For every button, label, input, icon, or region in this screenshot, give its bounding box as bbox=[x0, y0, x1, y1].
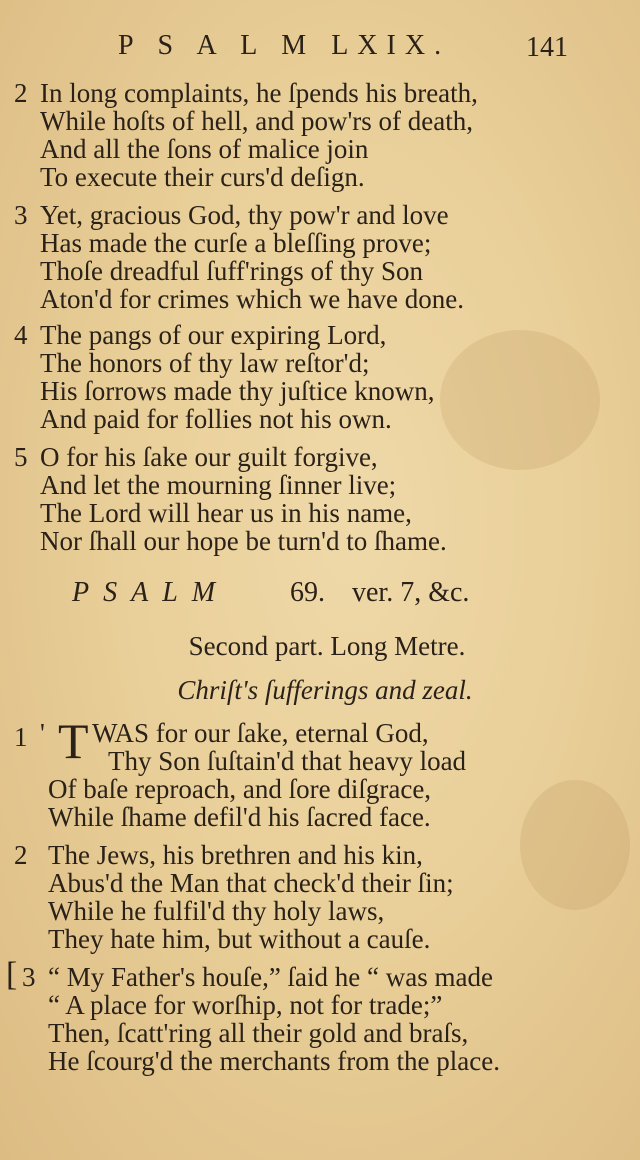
verse-line: They hate him, but without a cauſe. bbox=[48, 924, 431, 954]
verse-line: “ My Father's houſe,” ſaid he “ was made bbox=[48, 962, 493, 992]
verse-line: And paid for follies not his own. bbox=[40, 404, 392, 434]
stanza-number: 2 bbox=[14, 78, 28, 108]
stanza-number: 3 bbox=[14, 200, 28, 230]
stanza-number: 5 bbox=[14, 442, 28, 472]
verse-line: Then, ſcatt'ring all their gold and braſs, bbox=[48, 1018, 469, 1048]
running-head bbox=[0, 30, 640, 66]
verse-line: Abus'd the Man that check'd their ſin; bbox=[48, 868, 454, 898]
verse-line: Has made the curſe a bleſſing prove; bbox=[40, 228, 432, 258]
verse-line: WAS for our ſake, eternal God, bbox=[92, 718, 429, 748]
stanza-number: 4 bbox=[14, 320, 28, 350]
psalm-heading-verse-ref: ver. 7, &c. bbox=[352, 577, 470, 608]
apostrophe: ' bbox=[40, 718, 45, 748]
verse-line: In long complaints, he ſpends his breath, bbox=[40, 78, 478, 108]
verse-line: While he fulfil'd thy holy laws, bbox=[48, 896, 385, 926]
verse-line: The Jews, his brethren and his kin, bbox=[48, 840, 423, 870]
verse-line: Thoſe dreadful ſuff'rings of thy Son bbox=[40, 256, 424, 286]
verse-line: His ſorrows made thy juſtice known, bbox=[40, 376, 435, 406]
psalm-theme: Chriſt's ſufferings and zeal. bbox=[177, 675, 473, 705]
metre-subheading: Second part. Long Metre. bbox=[188, 631, 466, 661]
running-head-title: P S A L M LXIX. bbox=[118, 30, 451, 61]
psalm-heading bbox=[72, 577, 612, 613]
verse-line: He ſcourg'd the merchants from the place. bbox=[48, 1046, 500, 1076]
paper-stain bbox=[520, 780, 630, 910]
verse-line: “ A place for worſhip, not for trade;” bbox=[48, 990, 443, 1020]
verse-line: And let the mourning ſinner live; bbox=[40, 470, 397, 500]
verse-line: Nor ſhall our hope be turn'd to ſhame. bbox=[40, 526, 447, 556]
verse-line: The pangs of our expiring Lord, bbox=[40, 320, 387, 350]
stanza-number: 2 bbox=[14, 840, 28, 870]
verse-line: Yet, gracious God, thy pow'r and love bbox=[40, 200, 449, 230]
psalm-heading-number: 69. bbox=[290, 577, 325, 608]
verse-line: And all the ſons of malice join bbox=[40, 134, 369, 164]
drop-cap: T bbox=[58, 713, 89, 769]
bracket-mark: [ bbox=[6, 956, 18, 993]
verse-line: The honors of thy law reſtor'd; bbox=[40, 348, 370, 378]
stanza-number: 1 bbox=[14, 722, 28, 752]
verse-line: The Lord will hear us in his name, bbox=[40, 498, 412, 528]
psalm-heading-title: PSALM bbox=[72, 577, 230, 608]
page-number: 141 bbox=[526, 32, 568, 63]
verse-line: To execute their curs'd deſign. bbox=[40, 162, 365, 192]
verse-line: Of baſe reproach, and ſore diſgrace, bbox=[48, 774, 432, 804]
stanza-number: 3 bbox=[22, 962, 36, 992]
paper-stain bbox=[440, 330, 600, 470]
verse-line: Thy Son ſuſtain'd that heavy load bbox=[108, 746, 467, 776]
verse-line: While hoſts of hell, and pow'rs of death, bbox=[40, 106, 474, 136]
verse-line: While ſhame defil'd his ſacred face. bbox=[48, 802, 431, 832]
verse-line: Aton'd for crimes which we have done. bbox=[40, 284, 464, 314]
verse-line: O for his ſake our guilt forgive, bbox=[40, 442, 378, 472]
